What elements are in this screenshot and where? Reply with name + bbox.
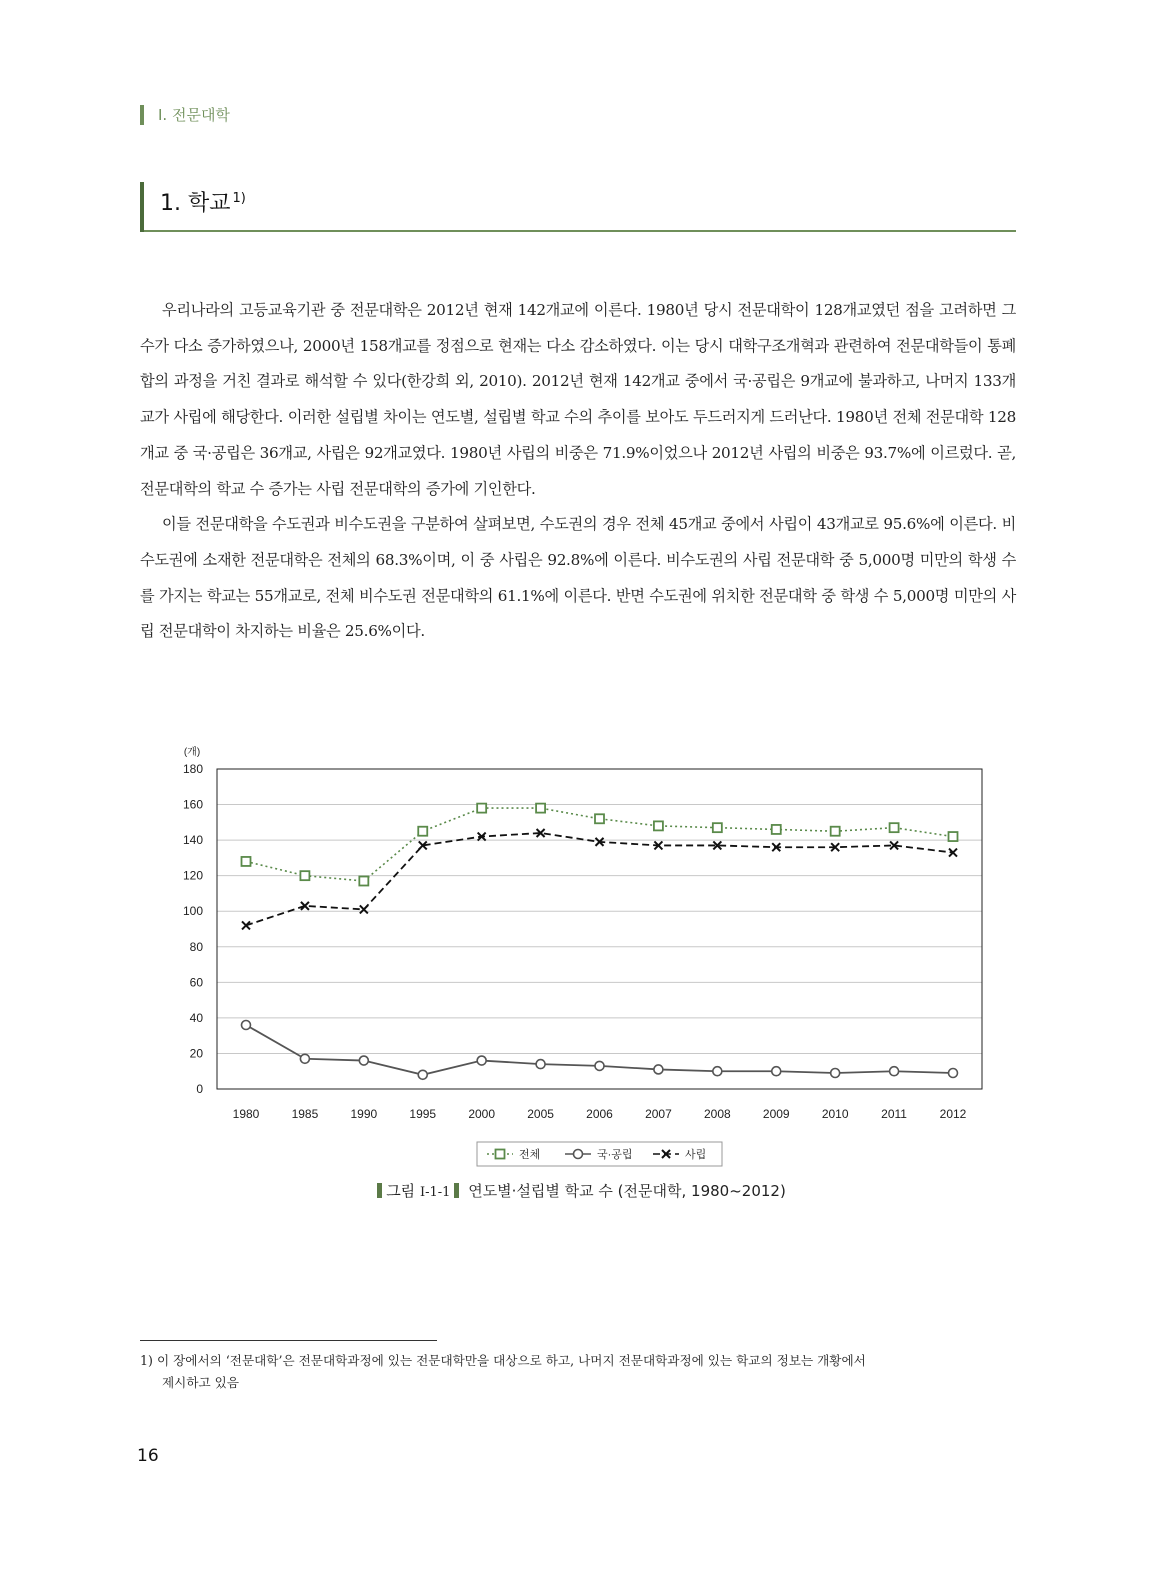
caption-label: 그림 [386, 1182, 416, 1200]
caption-number: Ⅰ-1-1 [419, 1185, 451, 1200]
data-point [418, 827, 427, 836]
line-chart [170, 740, 1000, 1170]
caption-text: 연도별·설립별 학교 수 (전문대학, 1980~2012) [468, 1182, 786, 1200]
data-point [772, 1067, 781, 1076]
footnote-text: 이 장에서의 ‘전문대학’은 전문대학과정에 있는 전문대학만을 대상으로 하고, 나머지 전문대학과정에 있는 학교의 정보는 개황에서 [156, 1353, 866, 1368]
title-marker [140, 182, 144, 232]
y-tick-label: 0 [196, 1082, 203, 1096]
y-tick-label: 60 [189, 975, 203, 990]
data-point [477, 804, 486, 813]
y-tick-label: 40 [189, 1010, 203, 1025]
chart-svg [170, 740, 1000, 1170]
x-tick-label: 2010 [821, 1107, 849, 1121]
data-point [890, 823, 899, 832]
data-point [242, 857, 251, 866]
paragraph: 우리나라의 고등교육기관 중 전문대학은 2012년 현재 142개교에 이른다. 1980년 당시 전문대학이 128개교였던 점을 고려하면 그 수가 다소 증가하였으나, 2000년 158개교를 정점으로 현재는 다소 감소하였다. 이는 당시 대학구조개혁과 관련하여 전문대학들이 통폐합의 과정을 거친 결과로 해석할 수 있다(한강희 외, 2010). 2012년 현재 142개교 중에서 국·공립은 9개교에 불과하고, 나머지 133개교가 사립에 해당한다. 이러한 설립별 차이는 연도별, 설립별 학교 수의 추이를 보아도 두드러지게 드러난다. 1980년 전체 전문대학 128개교 중 국·공립은 36개교, 사립은 92개교였다. 1980년 사립의 비중은 71.9%이었으나 2012년 사립의 비중은 93.7%에 이르렀다. 곧, 전문대학의 학교 수 증가는 사립 전문대학의 증가에 기인한다. [140, 301, 1016, 498]
x-tick-label: 2005 [527, 1107, 554, 1121]
data-point [890, 1067, 899, 1076]
data-point [595, 1061, 604, 1070]
data-point [536, 1060, 545, 1069]
x-tick-label: 1990 [350, 1107, 378, 1121]
data-point [654, 1065, 663, 1074]
data-point [595, 814, 604, 823]
data-point [949, 832, 958, 841]
data-point [359, 1056, 368, 1065]
section-marker [140, 105, 144, 125]
page-number: 16 [137, 1446, 159, 1466]
legend-label: 사립 [685, 1149, 707, 1161]
y-tick-label: 120 [182, 868, 203, 883]
data-point [360, 905, 368, 913]
y-unit-label: (개) [183, 747, 201, 758]
y-tick-label: 140 [182, 833, 203, 848]
x-tick-label: 2008 [703, 1107, 731, 1121]
figure-caption [0, 1180, 1159, 1201]
data-point [831, 1069, 840, 1078]
data-point [300, 1054, 309, 1063]
body-text [140, 293, 1016, 650]
footnote-marker: 1) [140, 1353, 153, 1368]
x-tick-label: 1995 [409, 1107, 437, 1121]
data-point [300, 871, 309, 880]
x-tick-label: 1985 [291, 1107, 319, 1121]
y-tick-label: 160 [182, 797, 203, 812]
caption-marker [377, 1183, 382, 1198]
data-point [949, 1069, 958, 1078]
data-point [496, 1150, 505, 1159]
x-tick-label: 2009 [762, 1107, 790, 1121]
data-point [772, 825, 781, 834]
data-point [359, 877, 368, 886]
chapter-title-block [140, 178, 1016, 232]
y-tick-label: 20 [189, 1046, 203, 1061]
footnote-divider [140, 1340, 437, 1341]
legend-label: 국·공립 [597, 1149, 633, 1161]
footnote-text: 제시하고 있음 [162, 1375, 239, 1390]
section-header [140, 104, 230, 125]
data-point [477, 1056, 486, 1065]
x-tick-label: 2006 [586, 1107, 613, 1121]
x-tick-label: 2000 [468, 1107, 496, 1121]
data-point [574, 1150, 583, 1159]
data-point [831, 827, 840, 836]
y-tick-label: 100 [182, 904, 203, 919]
data-point [536, 804, 545, 813]
footnote-reference[interactable]: 1) [232, 191, 246, 206]
y-tick-label: 80 [189, 939, 203, 954]
paragraph: 이들 전문대학을 수도권과 비수도권을 구분하여 살펴보면, 수도권의 경우 전체 45개교 중에서 사립이 43개교로 95.6%에 이른다. 비수도권에 소재한 전문대학은 전체의 68.3%이며, 이 중 사립은 92.8%에 이른다. 비수도권의 사립 전문대학 중 5,000명 미만의 학생 수를 가지는 학교는 55개교로, 전체 비수도권 전문대학의 61.1%에 이른다. 반면 수도권에 위치한 전문대학 중 학생 수 5,000명 미만의 사립 전문대학이 차지하는 비율은 25.6%이다. [140, 515, 1016, 641]
section-label: Ⅰ. 전문대학 [158, 106, 230, 124]
data-point [242, 1021, 251, 1030]
legend-label: 전체 [519, 1149, 541, 1161]
footnote [140, 1350, 1016, 1394]
caption-marker [454, 1183, 459, 1198]
x-tick-label: 2011 [881, 1107, 907, 1121]
data-point [713, 823, 722, 832]
y-tick-label: 180 [182, 762, 203, 776]
chapter-title [160, 186, 246, 217]
data-point [713, 1067, 722, 1076]
x-tick-label: 1980 [232, 1107, 260, 1121]
x-tick-label: 2007 [645, 1107, 672, 1121]
x-tick-label: 2012 [939, 1107, 967, 1121]
data-point [418, 1070, 427, 1079]
chapter-title-text: 1. 학교 [160, 191, 231, 216]
data-point [654, 821, 663, 830]
